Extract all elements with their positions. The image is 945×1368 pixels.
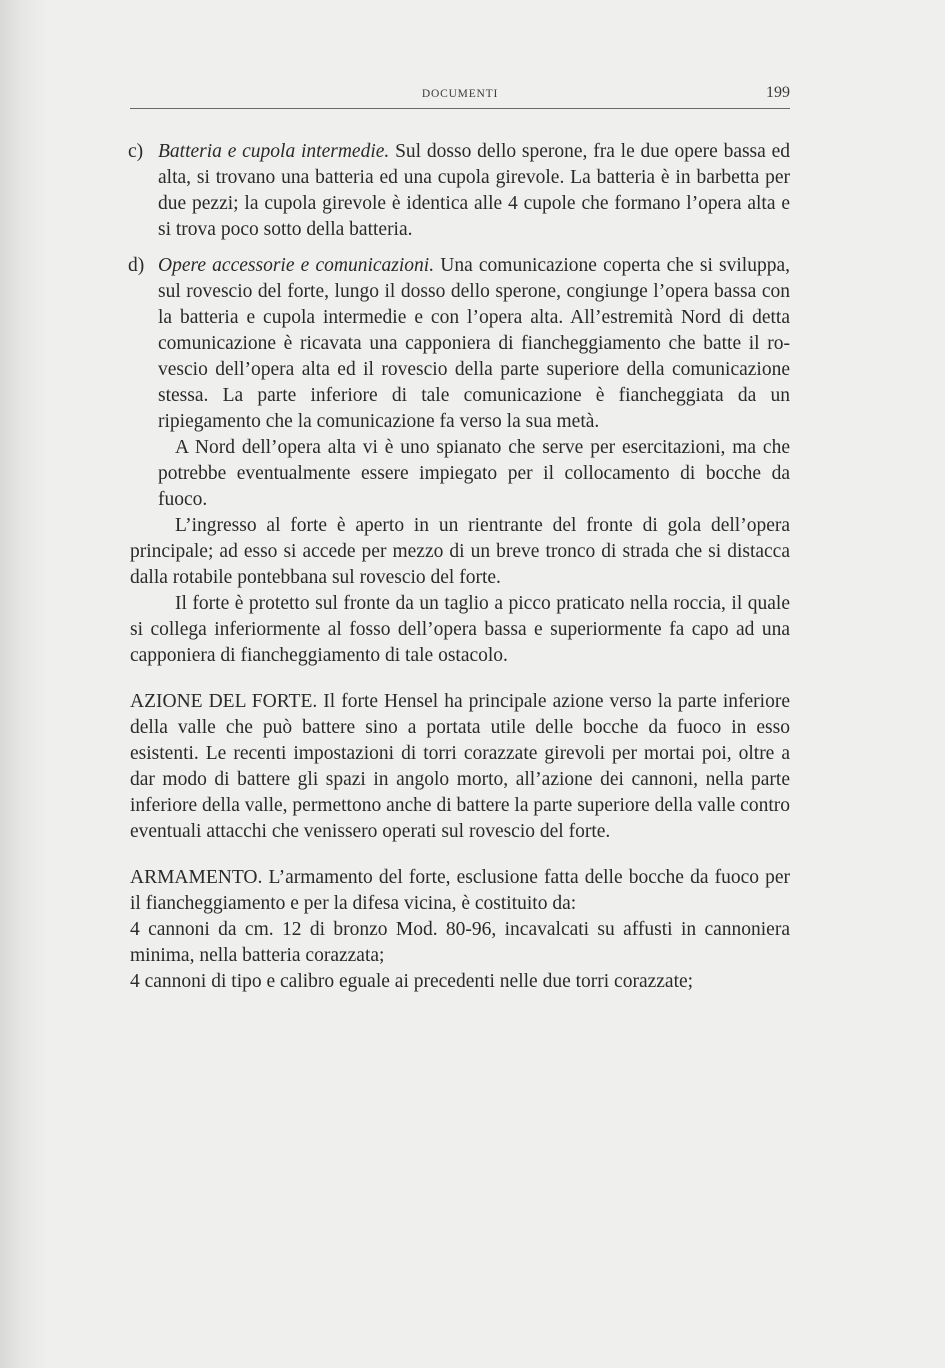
armamento-heading: ARMAMENTO.: [130, 867, 263, 888]
armamento-paragraph: [130, 865, 790, 917]
azione-heading: AZIONE DEL FORTE.: [130, 691, 318, 712]
item-d-paragraph-3: L’ingresso al forte è aperto in un rientrante del fronte di gola dell’opera principale; ad esso si accede per mezzo di un breve tronco di strada che si distacca dalla rotabile pontebbana sul rovescio del forte.: [130, 515, 790, 588]
azione-paragraph: [130, 689, 790, 845]
armamento-text: L’armamento del forte, esclusione fatta delle bocche da fuoco per il fiancheggiamento e per la difesa vicina, è costituito da:: [130, 867, 790, 914]
item-d-text: Una comunicazione coperta che si sviluppa, sul rovescio del forte, lungo il dosso dello sperone, congiunge l’opera bassa con la batteria e cupola intermedie e con l’opera alta. All’estremità Nord di detta comunicazione è ricavata una capponiera di fiancheggiamento che batte il rovescio dell’opera alta ed il rovescio della parte superiore della comunicazione stessa. La parte inferiore di tale comunicazione è fiancheggiata da un ripiegamento che la comunicazione fa verso la sua metà.: [158, 255, 790, 432]
section-armamento: [130, 865, 790, 995]
list-item-c: [130, 139, 790, 243]
item-c-text: Sul dosso dello sperone, fra le due opere bassa ed alta, si trovano una batteria ed una cupola girevole. La batteria è in barbetta per due pezzi; la cupola girevole è identica alle 4 cupole che formano l’opera alta e si trova poco sotto della batteria.: [158, 141, 791, 240]
list-item-d: [130, 253, 790, 513]
spacer: [130, 669, 790, 689]
spacer: [130, 845, 790, 865]
armamento-list-item: 4 cannoni di tipo e calibro eguale ai precedenti nelle due torri corazzate;: [130, 971, 694, 992]
item-c-heading: Batteria e cupola intermedie.: [158, 141, 390, 162]
item-d-paragraph-1: [158, 253, 790, 435]
item-c-paragraph: [158, 139, 790, 243]
body-text: [130, 139, 790, 995]
continuation-paragraphs: [130, 513, 790, 669]
running-header-title: DOCUMENTI: [421, 88, 499, 100]
spacer: [130, 243, 790, 253]
section-azione: [130, 689, 790, 845]
item-d-heading: Opere accessorie e comunicazioni.: [158, 255, 435, 276]
running-header: [130, 84, 790, 109]
document-page: [130, 84, 790, 995]
azione-text: Il forte Hensel ha principale azione verso la parte inferiore della valle che può battere sino a portata utile delle bocche da fuoco in esso esistenti. Le recenti impostazioni di torri corazzate girevoli per mortai poi, oltre a dar modo di battere gli spazi in angolo morto, all’azione dei cannoni, nella parte inferiore della valle, permettono anche di battere la parte superiore della valle contro eventuali attacchi che venissero operati sul rovescio del forte.: [130, 691, 790, 842]
page-number: 199: [766, 84, 790, 101]
page-gutter-shadow: [0, 0, 48, 1368]
item-d-paragraph-4: Il forte è protetto sul fronte da un taglio a picco praticato nella roccia, il quale si collega inferiormente al fosso dell’opera bassa e superiormente fa capo ad una capponiera di fiancheggiamento di tale ostacolo.: [130, 593, 790, 666]
armamento-list-item: 4 cannoni da cm. 12 di bronzo Mod. 80-96, incavalcati su affusti in cannoniera minima, nella batteria corazzata;: [130, 919, 790, 966]
item-marker-d: d): [128, 255, 145, 276]
item-d-paragraph-2: A Nord dell’opera alta vi è uno spianato che serve per esercitazioni, ma che potrebbe eventualmente essere impiegato per il collocamento di bocche da fuoco.: [158, 437, 790, 510]
item-marker-c: c): [128, 141, 144, 162]
